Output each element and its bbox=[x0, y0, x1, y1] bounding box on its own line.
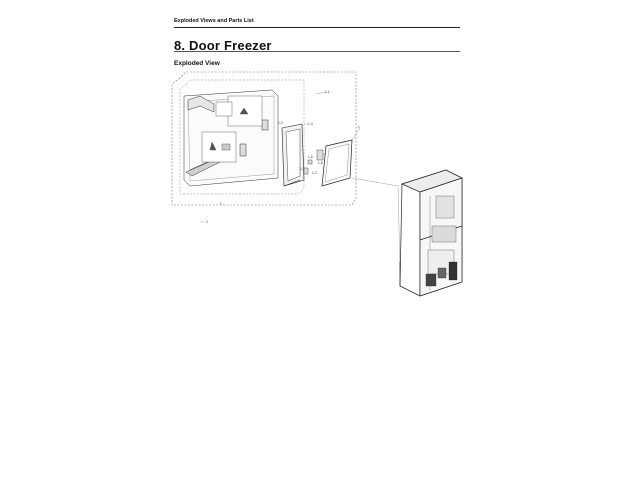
callout-2: 2 bbox=[206, 220, 208, 224]
callout-1-6: 1-6 bbox=[308, 155, 313, 159]
callout-1-4: 1-4 bbox=[308, 122, 313, 126]
callout-1-1: 1-1 bbox=[325, 90, 330, 94]
inset-detail-lower bbox=[202, 132, 236, 162]
refrigerator-illustration bbox=[400, 170, 462, 296]
callout-1-7: 1-7 bbox=[300, 167, 305, 171]
callout-1-3: 1-3 bbox=[278, 121, 283, 125]
callout-1-5: 1-5 bbox=[318, 161, 323, 165]
door-front-panel bbox=[322, 140, 352, 186]
exploded-view-heading: Exploded View bbox=[174, 60, 220, 67]
callout-inner-1: 1 bbox=[220, 202, 222, 206]
callout-1: 1 bbox=[358, 125, 360, 129]
callout-1-2: 1-2 bbox=[312, 171, 317, 175]
section-title: 8. Door Freezer bbox=[174, 38, 272, 53]
running-head: Exploded Views and Parts List bbox=[174, 18, 254, 24]
door-frame-assembly bbox=[282, 124, 304, 186]
